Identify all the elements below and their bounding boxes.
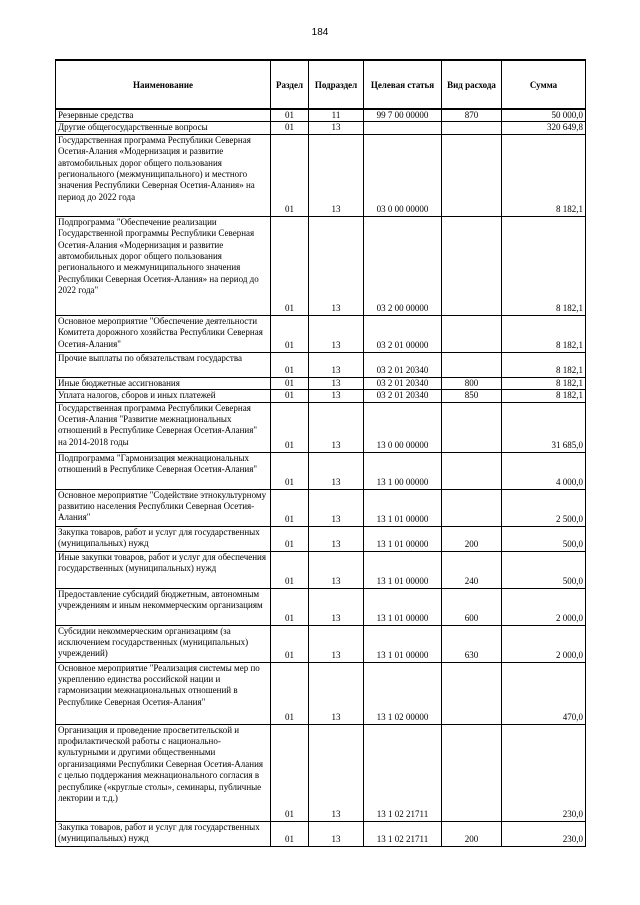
row-amount: 2 000,0 — [502, 625, 586, 662]
row-expense-type: 200 — [442, 526, 502, 551]
table-row — [56, 662, 586, 724]
row-subsection: 13 — [309, 315, 364, 352]
row-name: Подпрограмма "Обеспечение реализации Государственной программы Республики Северная Осетия-Алания «Модернизация и развитие автомобильных дорог общего пользования регионального и межмуниципального значения Республики Северная Осетия-Алания» на период до 2022 года" — [56, 216, 271, 315]
row-target: 03 2 01 00000 — [364, 315, 442, 352]
row-amount: 8 182,1 — [502, 134, 586, 216]
row-section: 01 — [271, 352, 309, 377]
row-subsection: 13 — [309, 452, 364, 489]
row-name: Подпрограмма "Гармонизация межнациональных отношений в Республике Северная Осетия-Алания" — [56, 452, 271, 489]
budget-table — [55, 59, 586, 847]
row-section: 01 — [271, 452, 309, 489]
row-amount: 50 000,0 — [502, 109, 586, 122]
row-name: Предоставление субсидий бюджетным, автономным учреждениям и иным некоммерческим организациям — [56, 588, 271, 625]
row-section: 01 — [271, 377, 309, 389]
row-expense-type: 630 — [442, 625, 502, 662]
table-row — [56, 109, 586, 122]
row-subsection: 13 — [309, 588, 364, 625]
row-name: Резервные средства — [56, 109, 271, 122]
row-expense-type — [442, 134, 502, 216]
table-row — [56, 352, 586, 377]
row-target: 03 2 01 20340 — [364, 377, 442, 389]
col-header-subsection: Подраздел — [309, 60, 364, 109]
row-target — [364, 122, 442, 134]
row-subsection: 13 — [309, 489, 364, 526]
table-row — [56, 551, 586, 588]
row-target: 13 1 02 21711 — [364, 821, 442, 846]
table-row — [56, 402, 586, 452]
row-amount: 470,0 — [502, 662, 586, 724]
table-row — [56, 526, 586, 551]
row-subsection: 13 — [309, 551, 364, 588]
row-name: Другие общегосударственные вопросы — [56, 122, 271, 134]
row-section: 01 — [271, 109, 309, 122]
row-target: 99 7 00 00000 — [364, 109, 442, 122]
row-target: 03 0 00 00000 — [364, 134, 442, 216]
row-target: 03 2 01 20340 — [364, 352, 442, 377]
row-section: 01 — [271, 216, 309, 315]
row-subsection: 13 — [309, 662, 364, 724]
row-amount: 8 182,1 — [502, 352, 586, 377]
row-name: Иные закупки товаров, работ и услуг для обеспечения государственных (муниципальных) нужд — [56, 551, 271, 588]
table-row — [56, 134, 586, 216]
col-header-expense-type: Вид расхода — [442, 60, 502, 109]
row-amount: 4 000,0 — [502, 452, 586, 489]
row-section: 01 — [271, 724, 309, 821]
row-section: 01 — [271, 821, 309, 846]
row-target: 13 1 01 00000 — [364, 588, 442, 625]
row-amount: 8 182,1 — [502, 216, 586, 315]
row-target: 13 1 01 00000 — [364, 625, 442, 662]
row-target: 13 1 02 00000 — [364, 662, 442, 724]
row-name: Основное мероприятие "Обеспечение деятельности Комитета дорожного хозяйства Республики Северная Осетия-Алания" — [56, 315, 271, 352]
row-target: 03 2 01 20340 — [364, 390, 442, 402]
row-amount: 8 182,1 — [502, 390, 586, 402]
table-row — [56, 452, 586, 489]
row-subsection: 13 — [309, 377, 364, 389]
row-expense-type — [442, 402, 502, 452]
row-section: 01 — [271, 526, 309, 551]
col-header-section: Раздел — [271, 60, 309, 109]
row-subsection: 11 — [309, 109, 364, 122]
row-expense-type: 800 — [442, 377, 502, 389]
row-target: 13 1 01 00000 — [364, 526, 442, 551]
table-row — [56, 122, 586, 134]
row-expense-type: 870 — [442, 109, 502, 122]
row-amount: 230,0 — [502, 724, 586, 821]
row-name: Уплата налогов, сборов и иных платежей — [56, 390, 271, 402]
row-target: 13 1 01 00000 — [364, 489, 442, 526]
row-expense-type — [442, 724, 502, 821]
row-name: Основное мероприятие "Содействие этнокультурному развитию населения Республики Северная Осетия-Алания" — [56, 489, 271, 526]
row-subsection: 13 — [309, 625, 364, 662]
row-subsection: 13 — [309, 390, 364, 402]
page-number: 184 — [311, 27, 329, 38]
row-section: 01 — [271, 489, 309, 526]
table-row — [56, 390, 586, 402]
row-subsection: 13 — [309, 402, 364, 452]
row-expense-type: 200 — [442, 821, 502, 846]
row-name: Прочие выплаты по обязательствам государства — [56, 352, 271, 377]
row-amount: 230,0 — [502, 821, 586, 846]
table-row — [56, 625, 586, 662]
row-expense-type — [442, 352, 502, 377]
row-section: 01 — [271, 551, 309, 588]
row-amount: 320 649,8 — [502, 122, 586, 134]
row-amount: 8 182,1 — [502, 315, 586, 352]
row-section: 01 — [271, 625, 309, 662]
row-section: 01 — [271, 662, 309, 724]
row-subsection: 13 — [309, 821, 364, 846]
row-expense-type — [442, 122, 502, 134]
row-amount: 500,0 — [502, 526, 586, 551]
table-row — [56, 377, 586, 389]
row-expense-type: 850 — [442, 390, 502, 402]
row-name: Государственная программа Республики Северная Осетия-Алания "Развитие межнациональных отношений в Республике Северная Осетия-Алания" на 2014-2018 годы — [56, 402, 271, 452]
table-row — [56, 724, 586, 821]
row-section: 01 — [271, 122, 309, 134]
row-expense-type: 600 — [442, 588, 502, 625]
col-header-target: Целевая статья — [364, 60, 442, 109]
table-row — [56, 216, 586, 315]
row-section: 01 — [271, 588, 309, 625]
row-expense-type — [442, 452, 502, 489]
row-amount: 31 685,0 — [502, 402, 586, 452]
table-row — [56, 588, 586, 625]
row-name: Закупка товаров, работ и услуг для государственных (муниципальных) нужд — [56, 526, 271, 551]
row-subsection: 13 — [309, 724, 364, 821]
row-amount: 500,0 — [502, 551, 586, 588]
row-target: 03 2 00 00000 — [364, 216, 442, 315]
row-name: Иные бюджетные ассигнования — [56, 377, 271, 389]
row-amount: 2 500,0 — [502, 489, 586, 526]
row-section: 01 — [271, 315, 309, 352]
row-expense-type: 240 — [442, 551, 502, 588]
row-name: Закупка товаров, работ и услуг для государственных (муниципальных) нужд — [56, 821, 271, 846]
row-subsection: 13 — [309, 216, 364, 315]
row-name: Государственная программа Республики Северная Осетия-Алания «Модернизация и развитие автомобильных дорог общего пользования регионального (межмуниципального) и местного значения Республики Северная Осетия-Алания» на период до 2022 года — [56, 134, 271, 216]
row-section: 01 — [271, 390, 309, 402]
row-name: Субсидии некоммерческим организациям (за исключением государственных (муниципальных) учреждений) — [56, 625, 271, 662]
row-target: 13 1 01 00000 — [364, 551, 442, 588]
row-section: 01 — [271, 402, 309, 452]
row-amount: 8 182,1 — [502, 377, 586, 389]
row-expense-type — [442, 489, 502, 526]
row-subsection: 13 — [309, 122, 364, 134]
table-row — [56, 821, 586, 846]
row-target: 13 1 00 00000 — [364, 452, 442, 489]
col-header-name: Наименование — [56, 60, 271, 109]
row-name: Основное мероприятие "Реализация системы мер по укреплению единства российской нации и гармонизации межнациональных отношений в Республике Северная Осетия-Алания" — [56, 662, 271, 724]
row-expense-type — [442, 662, 502, 724]
table-row — [56, 315, 586, 352]
table-row — [56, 489, 586, 526]
row-name: Организация и проведение просветительской и профилактической работы с национально-культурными и другими общественными организациями Республики Северная Осетия-Алания с целью поддержания межнационального согласия в республике («круглые столы», семинары, публичные лектории и т.д.) — [56, 724, 271, 821]
row-expense-type — [442, 216, 502, 315]
row-expense-type — [442, 315, 502, 352]
row-target: 13 1 02 21711 — [364, 724, 442, 821]
table-header-row — [56, 60, 586, 109]
row-subsection: 13 — [309, 134, 364, 216]
row-section: 01 — [271, 134, 309, 216]
row-target: 13 0 00 00000 — [364, 402, 442, 452]
col-header-amount: Сумма — [502, 60, 586, 109]
row-subsection: 13 — [309, 526, 364, 551]
row-amount: 2 000,0 — [502, 588, 586, 625]
row-subsection: 13 — [309, 352, 364, 377]
